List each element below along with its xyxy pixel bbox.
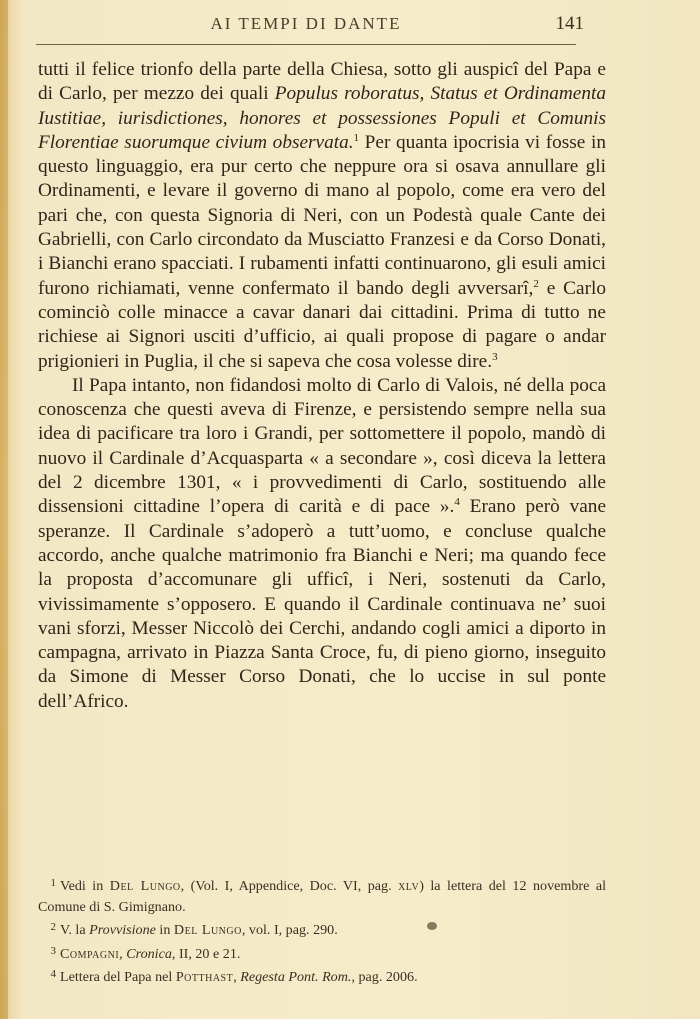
footnote-ref: 3 bbox=[492, 350, 498, 363]
footnote-text: , (Vol. I, Appendice, Doc. VI, pag. bbox=[180, 878, 399, 894]
running-title: AI TEMPI DI DANTE bbox=[210, 14, 402, 33]
footnote bbox=[38, 964, 606, 988]
footnote-ref: 4 bbox=[454, 496, 460, 509]
paragraph bbox=[38, 58, 606, 374]
footnote-text: , vol. I, pag. 290. bbox=[241, 922, 338, 939]
main-text bbox=[38, 58, 606, 714]
footnote-text: , II, 20 e 21. bbox=[171, 945, 241, 962]
ink-blot bbox=[427, 922, 437, 930]
author-name: Compagni bbox=[60, 945, 120, 962]
author-name: Del Lungo bbox=[109, 878, 181, 894]
footnote-text: ) la lettera del 12 novembre al Comune di S. Gimignano. bbox=[38, 878, 606, 915]
page-number: 141 bbox=[555, 13, 584, 34]
footnote-text: Vedi in bbox=[60, 878, 110, 894]
work-title: Cronica bbox=[126, 945, 172, 962]
footnote-text: V. la bbox=[60, 922, 90, 939]
footnote bbox=[38, 873, 606, 917]
author-name: Potthast bbox=[175, 969, 234, 986]
running-header bbox=[38, 13, 584, 44]
text-run: Per quanta ipocrisia vi fosse in questo linguaggio, era pur certo che neppure ora si osava annullare gli Ordinamenti, e levare il governo di mano al popolo, come era vero del pari che, con questa Signoria di Neri, con un Podestà quale Cante dei Gabrielli, con Carlo circondato da Musciatto Franzesi e da Corso Donati, i Bianchi erano spacciati. I rubamenti infatti continuarono, gli esuli amici furono richiamati, venne confermato il bando degli avversarî, bbox=[38, 131, 606, 299]
footnote-text: , pag. 2006. bbox=[351, 969, 418, 986]
page-edge-stain bbox=[0, 0, 8, 1019]
work-title: Provvisione bbox=[89, 922, 156, 939]
author-name: Del Lungo bbox=[173, 922, 242, 939]
footnote-ref: 1 bbox=[353, 131, 360, 144]
footnote bbox=[38, 917, 606, 941]
text-run: tutti il felice trionfo della parte della Chiesa, sotto gli auspicî del Papa e di Carlo, per mezzo dei quali bbox=[38, 59, 606, 105]
footnote-number: 1 bbox=[50, 877, 56, 889]
text-run: Erano però vane speranze. Il Cardinale s’adoperò a tutt’uomo, e concluse qualche accordo, anche qualche matrimonio fra Bianchi e Neri; ma quando fece la proposta d’accomunare gli ufficî, i Neri, sostenuti da Carlo, vivissimamente s’opposero. E quando il Cardinale continuava ne’ suoi vani sforzi, Messer Niccolò dei Cerchi, andando cogli amici a diporto in campagna, arrivato in Piazza Santa Croce, fu, di pieno giorno, inseguito da Simone di Messer Corso Donati, che lo uccise in sul ponte dell’Africo. bbox=[38, 496, 607, 712]
latin-quotation: Populus roboratus, Status et Ordinamenta Iustitiae, iurisdictiones, honores et possessiones Populi et Comunis Florentiae suorumque civium observata. bbox=[38, 83, 606, 153]
footnote-ref: 2 bbox=[533, 277, 539, 290]
text-run: e Carlo cominciò colle minacce a cavar danari dai cittadini. Prima di tutto ne richiese ai Signori usciti d’ufficio, ai quali propose di pagare o andar prigionieri in Puglia, il che si sapeva che cosa volesse dire. bbox=[38, 277, 606, 372]
footnote-number: 2 bbox=[50, 921, 56, 934]
footnote-number: 4 bbox=[50, 968, 56, 981]
text-run: Il Papa intanto, non fidandosi molto di Carlo di Valois, né della poca conoscenza che questi aveva di Firenze, e persistendo sempre nella sua idea di pacificare tra loro i Grandi, per sottomettere il popolo, mandò di nuovo il Cardinale d’Acquasparta « a secondare », così diceva la lettera del 2 dicembre 1301, « i provvedimenti di Carlo, sostituendo alle dissensioni cittadine l’opera di carità e di pace ». bbox=[38, 374, 606, 518]
roman-numeral: xlv bbox=[398, 878, 420, 894]
paragraph bbox=[38, 374, 606, 714]
footnote-text: Lettera del Papa nel bbox=[60, 969, 176, 986]
footnote-text: , bbox=[119, 945, 127, 962]
header-rule bbox=[36, 44, 576, 45]
footnote bbox=[38, 941, 606, 965]
footnotes bbox=[38, 873, 606, 988]
footnote-number: 3 bbox=[50, 944, 56, 957]
footnote-text: in bbox=[155, 922, 174, 939]
work-title: Regesta Pont. Rom. bbox=[240, 969, 352, 986]
footnote-text: , bbox=[233, 969, 241, 986]
